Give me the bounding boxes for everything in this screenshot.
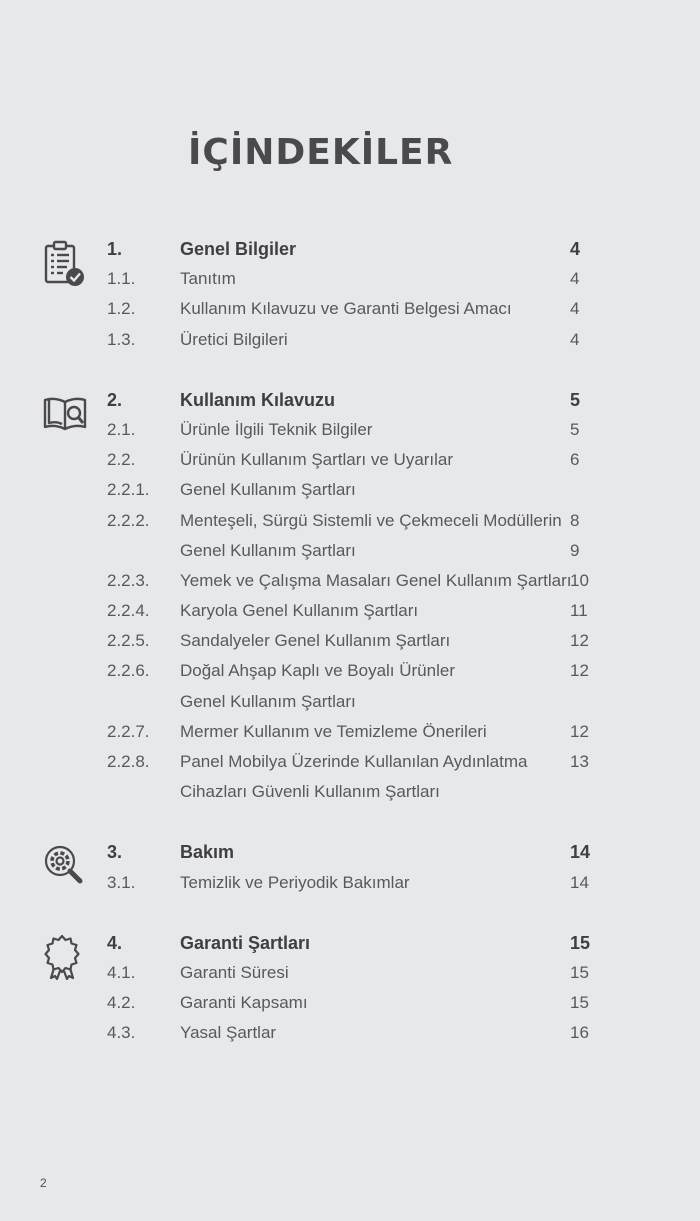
toc-row[interactable]: 2.2.2. Menteşeli, Sürgü Sistemli ve Çekmeceli Modüllerin 8 (107, 510, 580, 530)
toc-section-3 (0, 837, 700, 897)
toc-row[interactable]: 1.1. Tanıtım 4 (107, 269, 580, 289)
toc-row[interactable]: 2.2.5. Sandalyeler Genel Kullanım Şartları 12 (107, 631, 589, 651)
table-of-contents (0, 234, 700, 1079)
toc-section-2 (0, 385, 700, 808)
toc-row[interactable]: 4.3. Yasal Şartlar 16 (107, 1023, 589, 1043)
toc-row[interactable]: 2.2.8. Panel Mobilya Üzerinde Kullanılan Aydınlatma 13 (107, 752, 589, 771)
toc-section-1 (0, 234, 700, 355)
toc-row[interactable]: 2.2.7. Mermer Kullanım ve Temizleme Önerileri 12 (107, 721, 589, 741)
toc-row[interactable]: Genel Kullanım Şartları (180, 691, 356, 711)
page-number: 2 (40, 1176, 47, 1190)
toc-section-4 (0, 928, 700, 1049)
toc-row[interactable]: 2.2.4. Karyola Genel Kullanım Şartları 11 (107, 601, 588, 621)
toc-row[interactable]: 3. Bakım 14 (107, 842, 591, 863)
toc-row[interactable]: 2.2.1. Genel Kullanım Şartları (107, 480, 356, 500)
toc-row[interactable]: 2. Kullanım Kılavuzu 5 (107, 389, 581, 410)
toc-row[interactable]: 2.2.3. Yemek ve Çalışma Masaları Genel Kullanım Şartları 10 (107, 570, 589, 590)
page-title: İÇİNDEKİLER (188, 132, 454, 173)
toc-row[interactable]: 2.2. Ürünün Kullanım Şartları ve Uyarılar 6 (107, 450, 580, 470)
toc-row[interactable]: 1.2. Kullanım Kılavuzu ve Garanti Belgesi Amacı 4 (107, 299, 580, 319)
toc-row[interactable]: 4.1. Garanti Süresi 15 (107, 962, 589, 982)
toc-row[interactable]: 1. Genel Bilgiler 4 (107, 239, 581, 259)
toc-row[interactable]: 4. Garanti Şartları 15 (107, 932, 591, 953)
toc-row[interactable]: 1.3. Üretici Bilgileri 4 (107, 329, 580, 349)
toc-row[interactable]: 4.2. Garanti Kapsamı 15 (107, 993, 589, 1013)
toc-row[interactable]: 3.1. Temizlik ve Periyodik Bakımlar 14 (107, 872, 589, 892)
toc-row[interactable]: Cihazları Güvenli Kullanım Şartları (180, 782, 440, 802)
toc-row[interactable]: 2.1. Ürünle İlgili Teknik Bilgiler 5 (107, 419, 580, 439)
toc-row[interactable]: 2.2.6. Doğal Ahşap Kaplı ve Boyalı Ürünler 12 (107, 661, 589, 681)
toc-row[interactable]: Genel Kullanım Şartları 9 (180, 540, 580, 560)
